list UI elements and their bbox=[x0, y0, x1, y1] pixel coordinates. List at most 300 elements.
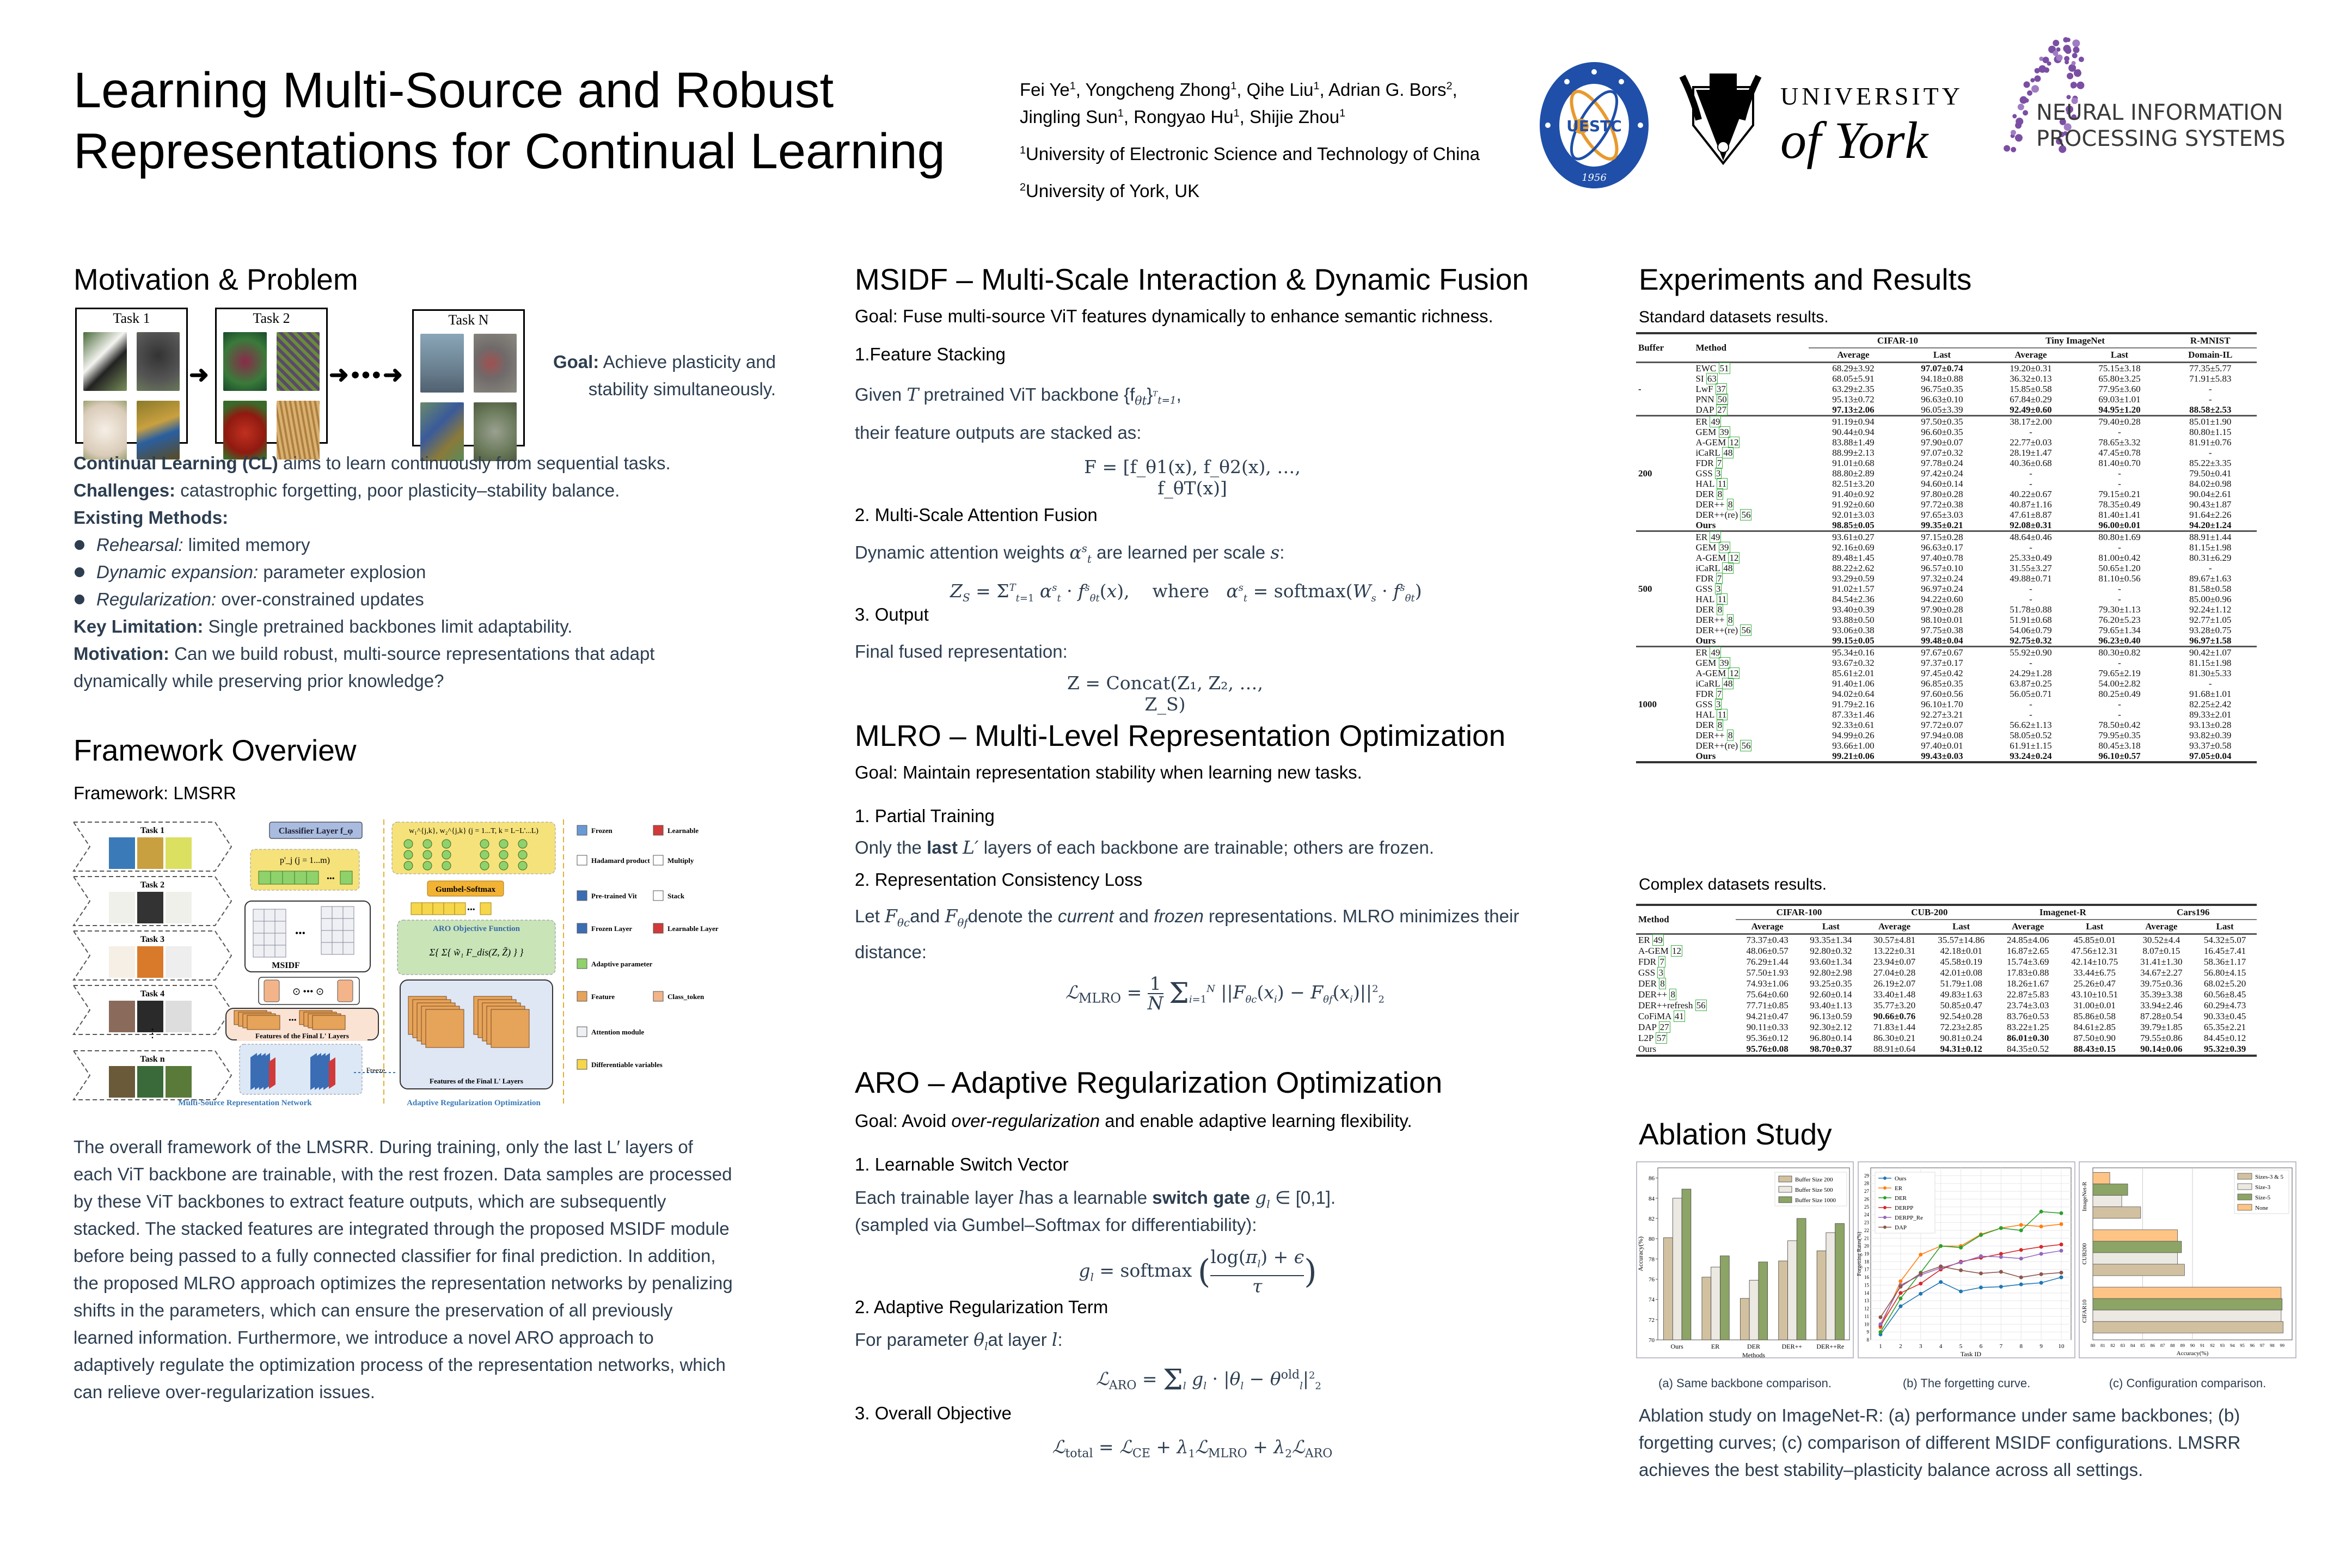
value-cell: 97.05±0.04 bbox=[2189, 751, 2232, 761]
citation-ref[interactable]: 56 bbox=[1741, 740, 1751, 751]
value-cell: 97.80±0.28 bbox=[1921, 489, 1963, 499]
x-tick-label: 94 bbox=[2230, 1343, 2235, 1348]
neurips-dot bbox=[2067, 95, 2071, 99]
attention-module-cell bbox=[321, 918, 332, 930]
value-cell: 93.61±0.27 bbox=[1832, 532, 1875, 542]
value-cell: 68.05±5.91 bbox=[1832, 373, 1875, 384]
citation-ref[interactable]: 48 bbox=[1723, 448, 1733, 458]
citation-ref[interactable]: 12 bbox=[1729, 668, 1739, 678]
data-point bbox=[1898, 1304, 1902, 1308]
value-cell: 25.33±0.49 bbox=[2010, 553, 2052, 563]
table-row bbox=[1636, 740, 2257, 751]
aro-objective-label: ARO Objective Function bbox=[433, 924, 520, 933]
data-point bbox=[1979, 1254, 1983, 1258]
neurips-dot bbox=[2077, 69, 2081, 74]
attention-module-cell bbox=[275, 933, 286, 945]
value-cell: - bbox=[2118, 542, 2121, 553]
task-thumbnail bbox=[109, 1001, 135, 1032]
text-italic: frozen bbox=[1154, 906, 1204, 926]
citation-ref[interactable]: 48 bbox=[1723, 678, 1733, 689]
table-row bbox=[1636, 751, 2257, 762]
york-logo bbox=[1677, 65, 1963, 185]
value-cell: 98.10±0.01 bbox=[1921, 615, 1963, 625]
svg-text:⊙ ••• ⊙: ⊙ ••• ⊙ bbox=[292, 986, 324, 997]
uestc-logo-year: 1956 bbox=[1582, 172, 1607, 183]
x-tick-label: 92 bbox=[2210, 1343, 2215, 1348]
challenges-text: catastrophic forgetting, poor plasticity–stability balance. bbox=[175, 480, 620, 500]
legend-swatch bbox=[577, 1059, 587, 1069]
col-sub: Last bbox=[1933, 350, 1951, 360]
value-cell: 97.90±0.07 bbox=[1921, 437, 1963, 448]
affiliation-name: University of Electronic Science and Technology of China bbox=[1026, 144, 1480, 164]
x-tick-label: 82 bbox=[2110, 1343, 2115, 1348]
method-cell: DER 8 bbox=[1695, 604, 1723, 615]
col-group: R-MNIST bbox=[2164, 333, 2257, 348]
value-cell: 88.43±0.15 bbox=[2073, 1044, 2116, 1054]
author-name: Shijie Zhou bbox=[1249, 107, 1340, 127]
citation-ref[interactable]: 8 bbox=[1670, 989, 1675, 1000]
col-sub: Average bbox=[2012, 921, 2044, 932]
citation-ref[interactable]: 49 bbox=[1711, 416, 1720, 427]
table-row bbox=[1636, 520, 2257, 531]
value-cell: - bbox=[2118, 594, 2121, 604]
y-tick-label: 20 bbox=[1864, 1243, 1869, 1249]
neurips-dot bbox=[2031, 85, 2039, 93]
x-tick-label: 10 bbox=[2058, 1343, 2065, 1350]
value-cell: 88.22±2.62 bbox=[1832, 563, 1875, 573]
citation-ref[interactable]: 49 bbox=[1653, 935, 1663, 945]
p-label: p'_j (j = 1...m) bbox=[280, 856, 330, 865]
value-cell: 89.33±2.01 bbox=[2189, 709, 2232, 720]
attention-module-cell bbox=[343, 918, 354, 930]
citation-ref[interactable]: 56 bbox=[1696, 1000, 1706, 1010]
data-point bbox=[2060, 1242, 2063, 1246]
method-cell: DER++ 8 bbox=[1695, 730, 1733, 740]
msidf-step2-title: 2. Multi-Scale Attention Fusion bbox=[855, 505, 1098, 525]
value-cell: 97.15±0.28 bbox=[1921, 532, 1963, 542]
value-cell: 90.14±0.06 bbox=[2140, 1044, 2183, 1054]
svg-text:•••: ••• bbox=[327, 875, 335, 883]
table-row bbox=[1636, 531, 2257, 543]
value-cell: 91.02±1.57 bbox=[1832, 584, 1875, 594]
method-cell: HAL 11 bbox=[1695, 709, 1727, 720]
bar bbox=[2093, 1310, 2281, 1321]
citation-ref[interactable]: 39 bbox=[1719, 542, 1729, 553]
value-cell: 75.15±3.18 bbox=[2098, 363, 2141, 373]
table-row bbox=[1636, 437, 2257, 448]
value-cell: 92.60±0.14 bbox=[1810, 989, 1852, 1000]
table-row bbox=[1636, 468, 2257, 479]
value-cell: 93.13±0.28 bbox=[2189, 720, 2232, 730]
citation-ref[interactable]: 11 bbox=[1718, 709, 1727, 720]
value-cell: 79.40±0.28 bbox=[2098, 416, 2141, 427]
text: Only the bbox=[855, 837, 927, 857]
value-cell: 97.45±0.42 bbox=[1921, 668, 1963, 678]
data-point bbox=[1879, 1322, 1883, 1326]
network-node bbox=[442, 861, 451, 870]
x-tick-label: 99 bbox=[2280, 1343, 2284, 1348]
method-cell: Ours bbox=[1695, 520, 1716, 530]
author-affiliation: 1 bbox=[1313, 80, 1320, 92]
citation-ref[interactable]: 3 bbox=[1716, 584, 1721, 594]
value-cell: 45.58±0.19 bbox=[1940, 957, 1982, 967]
table-row bbox=[1636, 668, 2257, 678]
data-point bbox=[1898, 1296, 1902, 1300]
satellite-image-2 bbox=[474, 334, 517, 393]
value-cell: 60.56±8.45 bbox=[2203, 989, 2246, 1000]
x-tick-label: DER++ bbox=[1781, 1343, 1803, 1350]
buffer-cell: 500 bbox=[1638, 584, 1652, 594]
table-row bbox=[1636, 647, 2257, 658]
legend-marker bbox=[1883, 1206, 1886, 1209]
legend-swatch bbox=[2238, 1204, 2252, 1210]
legend-swatch bbox=[653, 923, 663, 933]
msidf-step1-title: 1.Feature Stacking bbox=[855, 344, 1006, 364]
citation-ref[interactable]: 8 bbox=[1728, 499, 1733, 510]
attention-module-cell bbox=[253, 933, 264, 945]
value-cell: 95.34±0.16 bbox=[1832, 647, 1875, 658]
text: at layer bbox=[988, 1330, 1052, 1350]
legend-label: DER bbox=[1895, 1195, 1907, 1202]
affiliation-name: University of York, UK bbox=[1026, 181, 1200, 201]
table-row bbox=[1636, 384, 2257, 394]
buffer-cell: 200 bbox=[1638, 468, 1652, 479]
adaptive-parameter-cell bbox=[283, 871, 295, 884]
bar bbox=[1779, 1261, 1788, 1340]
bar bbox=[1788, 1241, 1797, 1340]
challenges-label: Challenges: bbox=[74, 480, 176, 500]
value-cell: 58.05±0.52 bbox=[2010, 730, 2052, 740]
col-group: CIFAR-10 bbox=[1809, 333, 1986, 348]
citation-ref[interactable]: 12 bbox=[1729, 553, 1739, 563]
aro-step1-text: Each trainable layer lhas a learnable switch gate $g_l$ ∈ [0,1]. bbox=[855, 1187, 1336, 1211]
method-cell: FDR 7 bbox=[1638, 957, 1664, 967]
citation-ref[interactable]: 12 bbox=[1671, 946, 1681, 956]
table-row bbox=[1636, 479, 2257, 489]
data-point bbox=[1979, 1271, 1983, 1275]
value-cell: 17.83±0.88 bbox=[2007, 967, 2049, 978]
neurips-dot bbox=[2053, 40, 2059, 46]
table-row bbox=[1636, 709, 2257, 720]
leaf-disease-image bbox=[277, 332, 320, 391]
citation-ref[interactable]: 51 bbox=[1719, 363, 1729, 373]
value-cell: 91.92±0.60 bbox=[1832, 499, 1875, 510]
legend-label: Pre-trained Vit bbox=[591, 892, 637, 900]
value-cell: 85.61±2.01 bbox=[1832, 668, 1875, 678]
attention-module-cell bbox=[253, 921, 264, 933]
table-row bbox=[1636, 635, 2257, 647]
legend-marker bbox=[1883, 1186, 1886, 1190]
legend-label: Buffer Size 500 bbox=[1795, 1187, 1833, 1193]
y-tick-label: 76 bbox=[1649, 1276, 1655, 1283]
citation-ref[interactable]: 48 bbox=[1723, 563, 1733, 573]
citation-ref[interactable]: 8 bbox=[1728, 730, 1733, 740]
method-cell: DER++(re) 56 bbox=[1695, 625, 1751, 635]
value-cell: 99.43±0.03 bbox=[1921, 751, 1963, 761]
citation-ref[interactable]: 63 bbox=[1707, 373, 1717, 384]
bar bbox=[2093, 1321, 2283, 1333]
value-cell: 81.00±0.42 bbox=[2098, 553, 2141, 563]
value-cell: 77.71±0.85 bbox=[1746, 1000, 1788, 1010]
mlro-goal: Goal: Maintain representation stability when learning new tasks. bbox=[855, 762, 1362, 782]
bar bbox=[1797, 1218, 1806, 1340]
table-row bbox=[1636, 448, 2257, 458]
value-cell: 18.26±1.67 bbox=[2007, 978, 2049, 989]
legend-swatch bbox=[577, 923, 587, 933]
attention-module-cell bbox=[343, 930, 354, 942]
data-point bbox=[1979, 1285, 1983, 1289]
legend-swatch bbox=[577, 855, 587, 865]
y-axis-label: Forgetting Rates(%) bbox=[1857, 1232, 1863, 1276]
value-cell: 98.85±0.05 bbox=[1832, 520, 1875, 530]
y-tick-label: 26 bbox=[1864, 1196, 1869, 1202]
table-row bbox=[1636, 1000, 2257, 1011]
value-cell: 91.01±0.68 bbox=[1832, 458, 1875, 468]
motivation-text: Can we build robust, multi-source representations that adapt dynamically while preserving prior knowledge? bbox=[74, 644, 655, 691]
col-sub: Average bbox=[1878, 921, 1911, 932]
value-cell: 96.97±0.24 bbox=[1921, 584, 1963, 594]
citation-ref[interactable]: 56 bbox=[1741, 510, 1751, 520]
attention-module-cell bbox=[253, 945, 264, 957]
method-cell: A-GEM 12 bbox=[1695, 668, 1739, 678]
value-cell: 99.35±0.21 bbox=[1921, 520, 1963, 530]
table-row bbox=[1636, 499, 2257, 510]
table-row bbox=[1636, 573, 2257, 584]
citation-ref[interactable]: 8 bbox=[1660, 978, 1665, 989]
method-item bbox=[74, 559, 727, 586]
citation-ref[interactable]: 3 bbox=[1658, 967, 1663, 978]
bar bbox=[2093, 1287, 2281, 1298]
math-T: T bbox=[906, 384, 919, 405]
method-cell: DER++ 8 bbox=[1695, 615, 1733, 625]
data-point bbox=[1959, 1260, 1963, 1264]
y-tick-label: 82 bbox=[1649, 1215, 1655, 1222]
neurips-logo-line1: NEURAL INFORMATION bbox=[2036, 100, 2283, 125]
authors-line-2: Jingling Sun$^1$, Rongyao Hu$^1$, Shijie Zhou$^1$ bbox=[1020, 107, 1346, 127]
value-cell: 97.65±3.03 bbox=[1921, 510, 1963, 520]
value-cell: 97.40±0.01 bbox=[1921, 740, 1963, 751]
author-name: Rongyao Hu bbox=[1134, 107, 1234, 127]
x-tick-label: 97 bbox=[2259, 1343, 2265, 1348]
y-tick-label: 17 bbox=[1864, 1266, 1869, 1272]
data-point bbox=[2060, 1276, 2063, 1279]
value-cell: 15.85±0.58 bbox=[2010, 384, 2052, 394]
citation-ref[interactable]: 39 bbox=[1719, 658, 1729, 668]
citation-ref[interactable]: 11 bbox=[1718, 594, 1727, 604]
method-cell: ER 49 bbox=[1638, 935, 1663, 945]
legend-marker bbox=[1883, 1216, 1886, 1219]
citation-ref[interactable]: 8 bbox=[1717, 489, 1723, 499]
citation-ref[interactable]: 41 bbox=[1674, 1011, 1684, 1021]
table-row bbox=[1636, 730, 2257, 740]
value-cell: 80.45±3.18 bbox=[2098, 740, 2141, 751]
value-cell: 22.77±0.03 bbox=[2010, 437, 2052, 448]
x-tick-label: 83 bbox=[2120, 1343, 2126, 1348]
author-affiliation: 2 bbox=[1446, 80, 1453, 92]
citation-ref[interactable]: 11 bbox=[1718, 479, 1727, 489]
citation-ref[interactable]: 27 bbox=[1717, 405, 1727, 415]
col-sub: Last bbox=[1952, 921, 1970, 932]
author-affiliation: 1 bbox=[1069, 80, 1076, 92]
x-tick-label: 88 bbox=[2170, 1343, 2175, 1348]
value-cell: 40.22±0.67 bbox=[2010, 489, 2052, 499]
data-point bbox=[2019, 1257, 2023, 1260]
x-tick-label: 4 bbox=[1939, 1343, 1943, 1350]
x-tick-label: Ours bbox=[1670, 1343, 1683, 1350]
table-row bbox=[1636, 394, 2257, 405]
feature-map bbox=[426, 1009, 464, 1048]
author-affiliation: 1 bbox=[1230, 80, 1237, 92]
value-cell: 93.60±1.34 bbox=[1810, 957, 1852, 967]
citation-ref[interactable]: 12 bbox=[1729, 437, 1739, 448]
value-cell: 45.85±0.01 bbox=[2073, 935, 2116, 945]
method-cell: FDR 7 bbox=[1695, 573, 1722, 584]
citation-ref[interactable]: 37 bbox=[1716, 384, 1726, 394]
citation-ref[interactable]: 27 bbox=[1659, 1022, 1669, 1032]
network-node bbox=[442, 850, 451, 859]
value-cell: 81.15±1.98 bbox=[2189, 658, 2232, 668]
value-cell: 47.61±8.87 bbox=[2010, 510, 2052, 520]
method-cell: DER++(re) 56 bbox=[1695, 510, 1751, 520]
citation-ref[interactable]: 3 bbox=[1716, 699, 1721, 709]
standard-table-caption: Standard datasets results. bbox=[1639, 308, 1829, 326]
value-cell: 30.52±4.4 bbox=[2142, 935, 2180, 945]
value-cell: 50.65±1.20 bbox=[2098, 563, 2141, 573]
value-cell: 94.20±1.24 bbox=[2189, 520, 2232, 530]
citation-ref[interactable]: 49 bbox=[1711, 532, 1720, 542]
data-point bbox=[1999, 1255, 2003, 1259]
method-cell: PNN 50 bbox=[1695, 394, 1727, 405]
network-node bbox=[480, 850, 489, 859]
value-cell: 31.55±3.27 bbox=[2010, 563, 2052, 573]
framework-description: The overall framework of the LMSRR. During training, only the last L′ layers of each ViT backbone are trainable, with the rest frozen. Data samples are processed by these ViT backbones to extract feature outputs, which are subsequently stacked. The stacked features are integrated through the proposed MSIDF module before being passed to a fully connected classifier for final prediction. In addition, the proposed MLRO approach optimizes the representation networks by penalizing shifts in the parameters, which can ensure the preservation of all previously learned information. Furthermore, we introduce a novel ARO approach to adaptively regulate the optimization process of the representation networks, which can relieve over-regularization issues. bbox=[74, 1137, 733, 1402]
legend-swatch bbox=[2238, 1173, 2252, 1179]
data-point bbox=[2039, 1210, 2043, 1214]
chart-b-svg bbox=[1858, 1161, 2075, 1365]
value-cell: 25.26±0.47 bbox=[2073, 978, 2116, 989]
citation-ref[interactable]: 8 bbox=[1717, 720, 1723, 730]
value-cell: 22.87±5.83 bbox=[2007, 989, 2049, 1000]
value-cell: 96.63±0.10 bbox=[1921, 394, 1963, 405]
neurips-dot bbox=[2018, 103, 2024, 110]
data-point bbox=[2060, 1271, 2063, 1275]
value-cell: 97.94±0.08 bbox=[1921, 730, 1963, 740]
citation-ref[interactable]: 8 bbox=[1728, 615, 1733, 625]
neurips-dot bbox=[2011, 130, 2016, 135]
network-node bbox=[518, 840, 527, 848]
task-label: Task 3 bbox=[140, 935, 165, 944]
citation-ref[interactable]: 7 bbox=[1717, 458, 1722, 468]
citation-ref[interactable]: 56 bbox=[1741, 625, 1751, 635]
framework-subtitle: Framework: LMSRR bbox=[74, 783, 236, 803]
method-cell: LwF 37 bbox=[1695, 384, 1726, 394]
table-row bbox=[1636, 934, 2257, 946]
value-cell: 96.57±0.10 bbox=[1921, 563, 1963, 573]
task-label: Task n bbox=[140, 1055, 165, 1064]
affiliation-1 bbox=[1020, 140, 1537, 168]
legend-label: Learnable Layer bbox=[667, 924, 719, 933]
citation-ref[interactable]: 39 bbox=[1719, 427, 1729, 437]
citation-ref[interactable]: 57 bbox=[1656, 1033, 1666, 1043]
svg-text:•••: ••• bbox=[467, 906, 475, 914]
table-row bbox=[1636, 510, 2257, 520]
value-cell: 56.80±4.15 bbox=[2203, 967, 2246, 978]
value-cell: - bbox=[2208, 384, 2212, 394]
table-row bbox=[1636, 957, 2257, 967]
method-cell: SI 63 bbox=[1695, 373, 1717, 384]
network-node bbox=[423, 850, 432, 859]
gumbel-softmax-label: Gumbel-Softmax bbox=[436, 885, 495, 894]
aro-step1-title: 1. Learnable Switch Vector bbox=[855, 1154, 1069, 1174]
value-cell: 47.45±0.78 bbox=[2098, 448, 2141, 458]
value-cell: 35.39±3.38 bbox=[2140, 989, 2183, 1000]
citation-ref[interactable]: 3 bbox=[1716, 468, 1721, 479]
value-cell: 98.70±0.37 bbox=[1810, 1044, 1852, 1054]
task-label: Task 1 bbox=[113, 310, 150, 326]
svg-text:Σ{ Σ{ w̃₁ F_dis(Z, Z̃) } }: Σ{ Σ{ w̃₁ F_dis(Z, Z̃) } } bbox=[429, 947, 524, 958]
neurips-dot bbox=[2056, 54, 2062, 61]
value-cell: 92.75±0.32 bbox=[2010, 635, 2052, 646]
legend-label: Attention module bbox=[591, 1028, 645, 1036]
citation-ref[interactable]: 7 bbox=[1717, 573, 1722, 584]
task-box-2 bbox=[215, 308, 328, 444]
value-cell: 94.21±0.47 bbox=[1746, 1011, 1788, 1021]
legend-swatch bbox=[653, 855, 663, 865]
value-cell: 63.29±2.35 bbox=[1832, 384, 1875, 394]
x-tick-label: 2 bbox=[1899, 1343, 1902, 1350]
x-tick-label: 8 bbox=[2019, 1343, 2023, 1350]
adaptive-parameter-cell bbox=[295, 871, 307, 884]
value-cell: 90.81±0.24 bbox=[1940, 1033, 1982, 1043]
value-cell: 93.35±1.34 bbox=[1810, 935, 1852, 945]
citation-ref[interactable]: 7 bbox=[1717, 689, 1722, 699]
col-group: Tiny ImageNet bbox=[1986, 333, 2164, 348]
table-row bbox=[1636, 458, 2257, 468]
bar bbox=[1682, 1189, 1691, 1340]
text: For parameter bbox=[855, 1330, 974, 1350]
text: Each trainable layer bbox=[855, 1187, 1019, 1208]
value-cell: 96.60±0.35 bbox=[1921, 427, 1963, 437]
value-cell: 19.20±0.31 bbox=[2010, 363, 2052, 373]
bullet-icon bbox=[75, 567, 84, 577]
network-node bbox=[423, 861, 432, 870]
table-row bbox=[1636, 658, 2257, 668]
y-tick-label: CIFAR10 bbox=[2081, 1300, 2088, 1323]
method-cell: A-GEM 12 bbox=[1638, 946, 1681, 956]
feature-map bbox=[313, 1015, 345, 1030]
citation-ref[interactable]: 7 bbox=[1659, 957, 1664, 967]
data-point bbox=[1999, 1270, 2003, 1274]
value-cell: 81.58±0.58 bbox=[2189, 584, 2232, 594]
legend-swatch bbox=[2238, 1184, 2252, 1190]
neurips-logo-line2: PROCESSING SYSTEMS bbox=[2036, 126, 2286, 151]
data-point bbox=[1919, 1253, 1922, 1257]
neurips-dot bbox=[2011, 147, 2016, 152]
y-tick-label: 16 bbox=[1864, 1275, 1869, 1281]
citation-ref[interactable]: 50 bbox=[1717, 394, 1727, 405]
citation-ref[interactable]: 8 bbox=[1717, 604, 1723, 615]
value-cell: - bbox=[2118, 709, 2121, 720]
text: Given bbox=[855, 384, 907, 405]
value-cell: 92.77±1.05 bbox=[2189, 615, 2232, 625]
bar bbox=[1673, 1198, 1682, 1340]
data-point bbox=[2019, 1223, 2023, 1227]
table-row bbox=[1636, 604, 2257, 615]
value-cell: 90.33±0.45 bbox=[2203, 1011, 2246, 1021]
citation-ref[interactable]: 49 bbox=[1711, 647, 1720, 658]
equation-aro-loss: ℒ$_{ARO}$ = $\Sigma_l$ $g_l \cdot |\theta_l - \theta^{old}_l|^2_2$ bbox=[1096, 1364, 1321, 1396]
attention-module-cell bbox=[332, 906, 343, 918]
